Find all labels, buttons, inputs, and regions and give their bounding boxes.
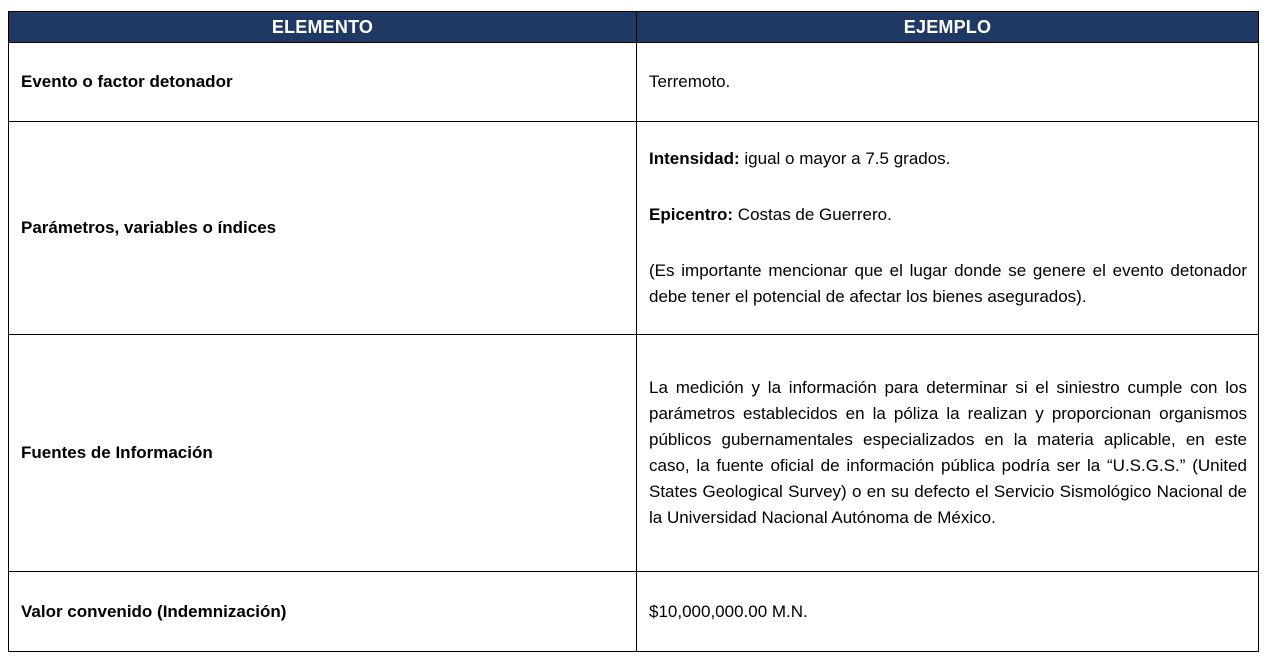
table-row [9, 43, 1259, 122]
table-row [9, 335, 1259, 572]
intensity-line [649, 146, 1247, 172]
row-label: Fuentes de Información [9, 335, 637, 572]
row-value: Terremoto. [637, 43, 1259, 122]
epicenter-text: Costas de Guerrero. [733, 205, 892, 224]
header-ejemplo: EJEMPLO [637, 12, 1259, 43]
intensity-lead: Intensidad: [649, 149, 740, 168]
row-label: Evento o factor detonador [9, 43, 637, 122]
epicenter-line [649, 202, 1247, 228]
table-row [9, 122, 1259, 335]
header-row [9, 12, 1259, 43]
row-value [637, 122, 1259, 335]
intensity-text: igual o mayor a 7.5 grados. [739, 149, 951, 168]
row-label: Valor convenido (Indemnización) [9, 572, 637, 652]
row-value: $10,000,000.00 M.N. [637, 572, 1259, 652]
epicenter-lead: Epicentro: [649, 205, 734, 224]
note-text: (Es importante mencionar que el lugar donde se genere el evento detonador debe tener el potencial de afectar los bienes asegurados). [649, 261, 1247, 306]
elemento-ejemplo-table [8, 11, 1259, 652]
row-value: La medición y la información para determinar si el siniestro cumple con los parámetros establecidos en la póliza la realizan y proporcionan organismos públicos gubernamentales especializados en la materia aplicable, en este caso, la fuente oficial de información pública podría ser la “U.S.G.S.” (United States Geological Survey) o en su defecto el Servicio Sismológico Nacional de la Universidad Nacional Autónoma de México. [637, 335, 1259, 572]
table-row [9, 572, 1259, 652]
header-elemento: ELEMENTO [9, 12, 637, 43]
row-label: Parámetros, variables o índices [9, 122, 637, 335]
